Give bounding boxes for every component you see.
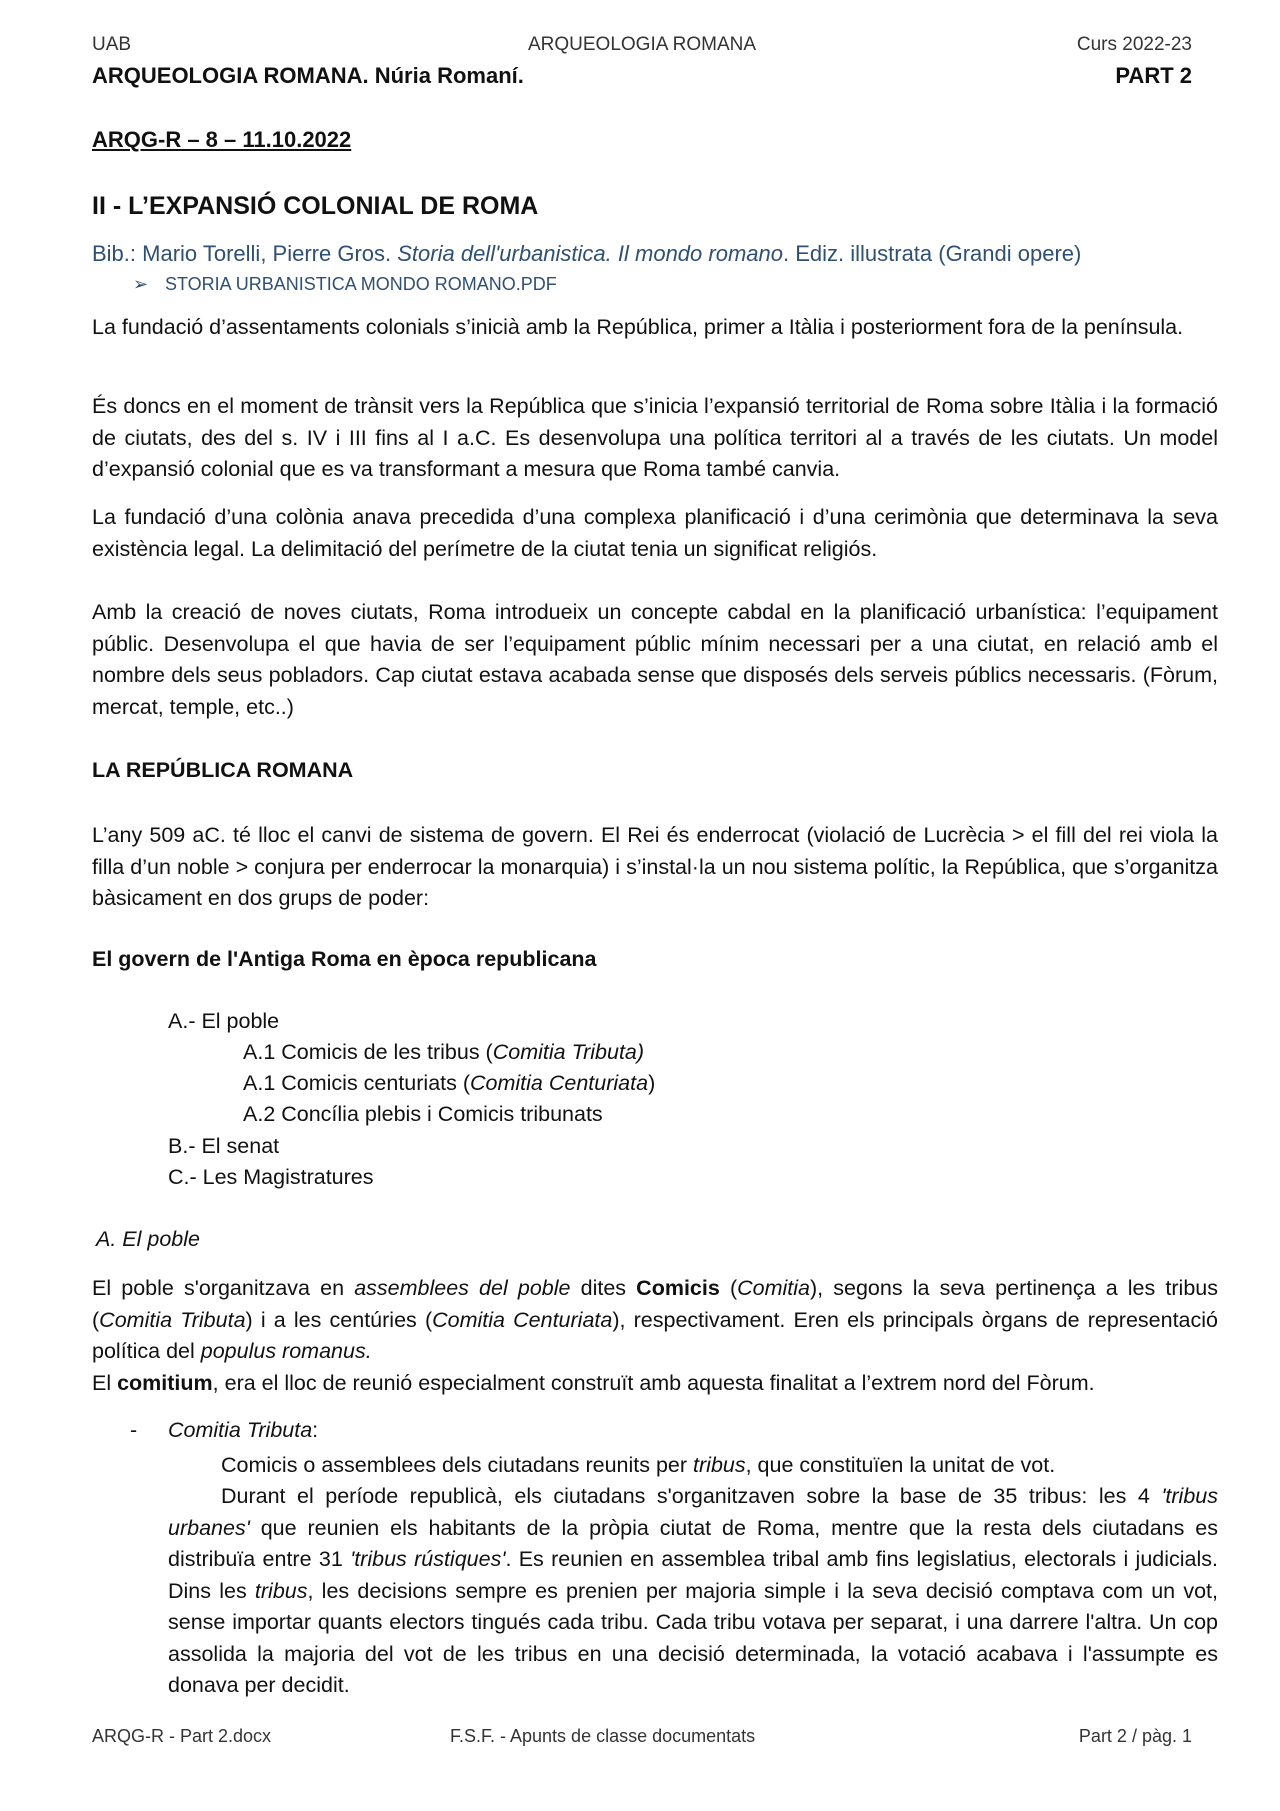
header-institution: UAB <box>92 34 132 55</box>
republic-heading: LA REPÚBLICA ROMANA <box>92 758 354 782</box>
outline-item-a3: A.2 Concília plebis i Comicis tribunats <box>243 1102 603 1126</box>
text-run: Comicis o assemblees dels ciutadans reunits per <box>221 1453 694 1477</box>
text-run: , era el lloc de reunió especialment construït amb aquesta finalitat a l’extrem nord del Fòrum. <box>212 1371 1095 1395</box>
text-run: que reunien els habitants de la pròpia ciutat de Roma, mentre que la resta dels ciutadans es distribuïa entre 31 <box>168 1515 1218 1571</box>
bullet-title-text: Comitia Tributa <box>168 1418 313 1442</box>
bullet-title-colon: : <box>312 1418 319 1442</box>
paragraph-3: La fundació d’una colònia anava precedida d’una complexa planificació i d’una cerimònia que determinava la seva existència legal. La delimitació del perímetre de la ciutat tenia un significat religiós. <box>92 505 1218 561</box>
text-run: , les decisions sempre es prenien per majoria simple i la seva decisió comptava com un vot, sense importar quants electors tingués cada tribu. Cada tribu votava per separat, i una darrere l'altra. Un cop assolida la majoria del vot de les tribus en una decisió determinada, la votació acabava i l'assumpte es donava per decidit. <box>168 1578 1218 1697</box>
arrow-bullet-icon: ➢ <box>133 274 149 294</box>
outline-a1-text: A.1 Comicis de les tribus ( <box>243 1040 493 1064</box>
text-run-italic: tribus <box>254 1578 308 1603</box>
bib-book-title: Storia dell'urbanistica. Il mondo romano <box>397 241 783 266</box>
text-run-bold: comitium <box>117 1371 213 1395</box>
text-run-italic: Comitia Tributa <box>99 1307 246 1332</box>
text-run: Durant el període republicà, els ciutadans s'organitzaven sobre la base de 35 tribus: les 4 <box>221 1484 1162 1508</box>
header-course-name: ARQUEOLOGIA ROMANA <box>527 34 757 55</box>
outline-a1-italic: Comitia Tributa) <box>492 1040 645 1064</box>
outline-item-a1 <box>243 1040 644 1065</box>
text-run: ( <box>719 1276 738 1300</box>
text-run: dites <box>570 1276 637 1300</box>
document-part: PART 2 <box>1115 63 1192 88</box>
outline-a2-text: A.1 Comicis centuriats ( <box>243 1071 471 1095</box>
header-course-year: Curs 2022-23 <box>1076 34 1192 55</box>
text-run-italic: assemblees del poble <box>354 1276 571 1300</box>
bib-file-name: STORIA URBANISTICA MONDO ROMANO.PDF <box>165 274 557 294</box>
text-run: , que constituïen la unitat de vot. <box>745 1453 1056 1477</box>
outline-item-a2 <box>243 1071 655 1096</box>
bullet-paragraph-1 <box>168 1450 1218 1482</box>
text-run: ), respectivament. Eren els principals òrgans de representació política del <box>92 1307 1218 1363</box>
document-title-line <box>92 63 1192 89</box>
text-run: . Es reunien en assemblea tribal amb fins legislatius, electorals i judicials. Dins les <box>168 1547 1219 1603</box>
outline-a2-suffix: ) <box>648 1071 656 1095</box>
bullet-dash: - <box>130 1418 138 1442</box>
paragraph-4: Amb la creació de noves ciutats, Roma introdueix un concepte cabdal en la planificació urbanística: l’equipament públic. Desenvolupa el que havia de ser l’equipament públic mínim necessari per a una ciutat, en relació amb el nombre dels seus pobladors. Cap ciutat estava acabada sense que disposés dels serveis públics necessaris. (Fòrum, mercat, temple, etc..) <box>92 600 1218 719</box>
outline-item-a: A.- El poble <box>168 1009 280 1033</box>
footer-description: F.S.F. - Apunts de classe documentats <box>450 1726 756 1746</box>
text-run-italic: Comitia Centuriata <box>432 1307 613 1332</box>
section-a-paragraph-1 <box>92 1273 1218 1368</box>
text-run: ), segons la seva pertinença a les tribus ( <box>92 1276 1218 1332</box>
bullet-title <box>168 1418 318 1443</box>
text-run: ) i a les centúries ( <box>245 1307 433 1332</box>
footer-filename: ARQG-R - Part 2.docx <box>92 1726 272 1746</box>
section-a-paragraph-2 <box>92 1368 1218 1400</box>
running-header <box>92 34 1192 58</box>
text-run-italic: populus romanus. <box>200 1339 372 1363</box>
paragraph-1: La fundació d’assentaments colonials s’inicià amb la República, primer a Itàlia i posteriorment fora de la península. <box>92 315 1184 339</box>
text-run-bold: Comicis <box>636 1276 720 1300</box>
bibliography-line <box>92 241 1202 267</box>
text-run-italic: 'tribus rústiques' <box>350 1547 506 1571</box>
text-run: El poble s'organitzava en <box>92 1276 355 1300</box>
text-run-italic: 'tribus urbanes' <box>168 1484 1218 1540</box>
section-a-heading: A. El poble <box>96 1227 200 1251</box>
outline-item-b: B.- El senat <box>168 1134 280 1158</box>
text-run-italic: tribus <box>693 1453 746 1477</box>
outline-a2-italic: Comitia Centuriata <box>470 1071 649 1095</box>
section-title: II - L’EXPANSIÓ COLONIAL DE ROMA <box>92 192 539 220</box>
bib-suffix: . Ediz. illustrata (Grandi opere) <box>782 241 1082 266</box>
paragraph-5: L’any 509 aC. té lloc el canvi de sistema de govern. El Rei és enderrocat (violació de Lucrècia > el fill del rei viola la filla d’un noble > conjura per enderrocar la monarquia) i s’instal·la un nou sistema polític, la República, que s’organitza bàsicament en dos grups de poder: <box>92 823 1218 910</box>
text-run-italic: Comitia <box>737 1276 810 1300</box>
government-heading: El govern de l'Antiga Roma en època republicana <box>92 947 597 971</box>
document-title: ARQUEOLOGIA ROMANA. Núria Romaní. <box>92 63 524 88</box>
session-code: ARQG-R – 8 – 11.10.2022 <box>92 127 352 152</box>
footer-page-number: Part 2 / pàg. 1 <box>1078 1726 1192 1746</box>
bullet-paragraph-2 <box>168 1481 1218 1702</box>
bibliography-file <box>133 274 557 295</box>
outline-item-c: C.- Les Magistratures <box>168 1165 374 1189</box>
paragraph-2: És doncs en el moment de trànsit vers la República que s’inicia l’expansió territorial de Roma sobre Itàlia i la formació de ciutats, des del s. IV i III fins al I a.C. Es desenvolupa una política territori al a través de les ciutats. Un model d’expansió colonial que es va transformant a mesura que Roma també canvia. <box>92 394 1218 481</box>
bib-prefix: Bib.: Mario Torelli, Pierre Gros. <box>92 241 398 266</box>
text-run: El <box>92 1371 118 1395</box>
